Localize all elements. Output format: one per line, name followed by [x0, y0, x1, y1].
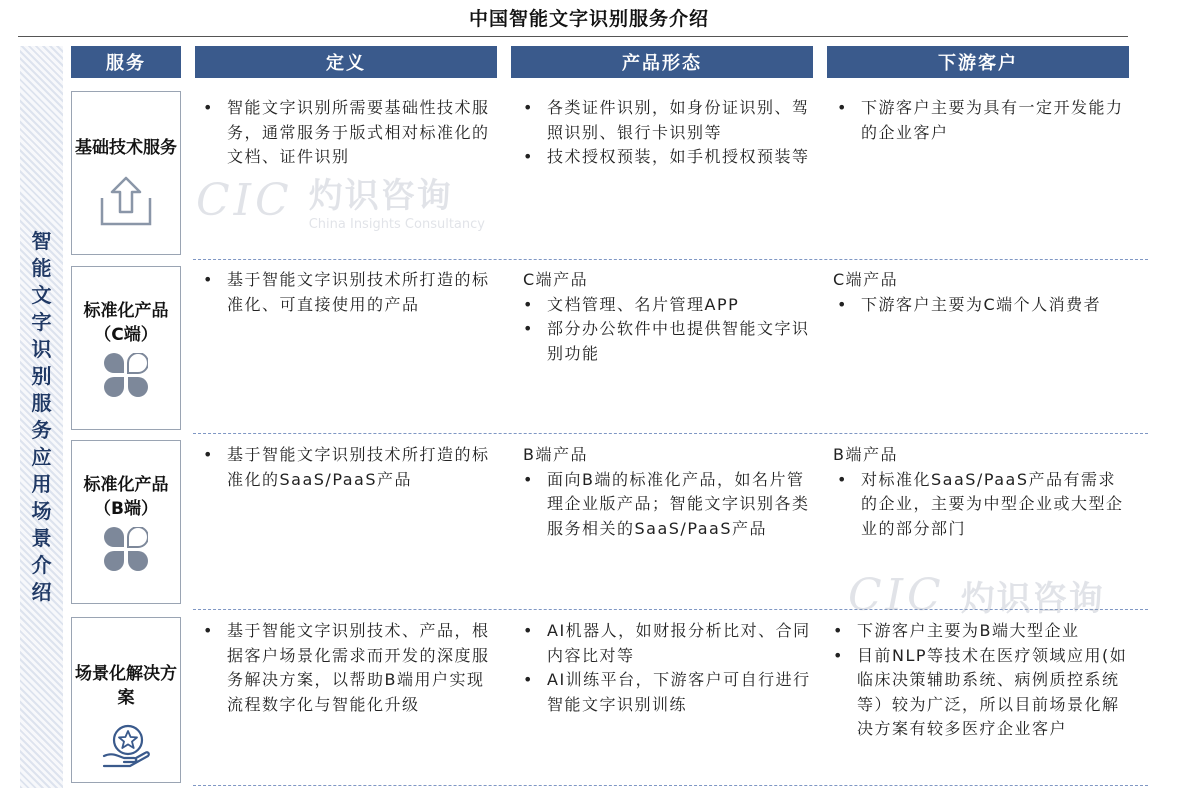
watermark-cn: 灼识咨询	[960, 579, 1105, 619]
list-item: • 对标准化SaaS/PaaS产品有需求的企业，主要为中型企业或大型企业的部分部门	[833, 468, 1129, 542]
header-product-form: 产品形态	[511, 46, 813, 78]
customers-cell	[833, 443, 1129, 541]
service-cell-standard-c	[71, 266, 181, 430]
list-item: • AI机器人，如财报分析比对、合同内容比对等	[519, 619, 819, 668]
header-service: 服务	[71, 46, 181, 78]
service-label: 标准化产品（C端）	[83, 301, 169, 345]
list-item: • 基于智能文字识别技术所打造的标准化的SaaS/PaaS产品	[199, 443, 499, 492]
definition-cell	[199, 96, 499, 170]
list-item: • 基于智能文字识别技术、产品，根据客户场景化需求而开发的深度服务解决方案，以帮助B端用户实现流程数字化与智能化升级	[199, 619, 499, 717]
row-divider	[193, 259, 1148, 260]
service-cell-basic-tech	[71, 91, 181, 255]
service-label: 场景化解决方案	[75, 664, 177, 708]
side-label-bar	[20, 46, 63, 788]
list-item: • AI训练平台，下游客户可自行进行智能文字识别训练	[519, 668, 819, 717]
service-cell-scenario	[71, 617, 181, 783]
watermark-cn: 灼识咨询	[308, 176, 453, 216]
header-definition: 定义	[195, 46, 497, 78]
list-item: • 各类证件识别，如身份证识别、驾照识别、银行卡识别等	[519, 96, 819, 145]
title-rule	[18, 36, 1128, 37]
customers-heading: B端产品	[833, 445, 898, 464]
list-item: • 技术授权预装，如手机授权预装等	[519, 145, 819, 170]
watermark-logo: CIC	[848, 570, 945, 621]
customers-heading: C端产品	[833, 270, 899, 289]
list-item: • 下游客户主要为C端个人消费者	[833, 293, 1129, 318]
grid-apps-icon	[104, 527, 148, 571]
product-form-cell	[519, 96, 819, 170]
service-label: 基础技术服务	[75, 138, 177, 158]
list-item: • 面向B端的标准化产品，如名片管理企业版产品；智能文字识别各类服务相关的SaaS/PaaS产品	[519, 468, 819, 542]
page-title: 中国智能文字识别服务介绍	[468, 8, 709, 30]
product-form-cell	[523, 268, 819, 366]
service-cell-standard-b	[71, 440, 181, 604]
list-item: • 下游客户主要为B端大型企业	[829, 619, 1129, 644]
list-item: • 下游客户主要为具有一定开发能力的企业客户	[833, 96, 1129, 145]
watermark-en: China Insights Consultancy	[308, 217, 485, 232]
hand-star-icon	[100, 722, 152, 770]
customers-cell	[833, 96, 1129, 145]
product-form-cell	[519, 619, 819, 717]
definition-cell	[199, 619, 499, 717]
row-divider	[193, 609, 1148, 610]
list-item: • 智能文字识别所需要基础性技术服务，通常服务于版式相对标准化的文档、证件识别	[199, 96, 499, 170]
grid-apps-icon	[104, 353, 148, 397]
watermark	[848, 570, 1105, 621]
row-divider	[193, 433, 1148, 434]
definition-cell	[199, 268, 499, 317]
header-customers: 下游客户	[827, 46, 1129, 78]
service-label: 标准化产品（B端）	[83, 475, 169, 519]
product-form-cell	[523, 443, 819, 541]
customers-cell	[829, 619, 1129, 742]
watermark	[196, 168, 485, 232]
definition-cell	[199, 443, 499, 492]
side-label: 智能文字识别服务应用场景介绍	[31, 229, 52, 604]
product-form-heading: C端产品	[523, 270, 589, 289]
list-item: • 文档管理、名片管理APP	[519, 293, 819, 318]
list-item: • 部分办公软件中也提供智能文字识别功能	[519, 317, 819, 366]
customers-cell	[833, 268, 1129, 317]
watermark-logo: CIC	[196, 174, 293, 226]
list-item: • 基于智能文字识别技术所打造的标准化、可直接使用的产品	[199, 268, 499, 317]
upload-icon	[96, 172, 156, 228]
row-divider	[193, 785, 1148, 786]
product-form-heading: B端产品	[523, 445, 588, 464]
list-item: • 目前NLP等技术在医疗领域应用(如临床决策辅助系统、病例质控系统等）较为广泛，所以目前场景化解决方案有较多医疗企业客户	[829, 644, 1129, 742]
